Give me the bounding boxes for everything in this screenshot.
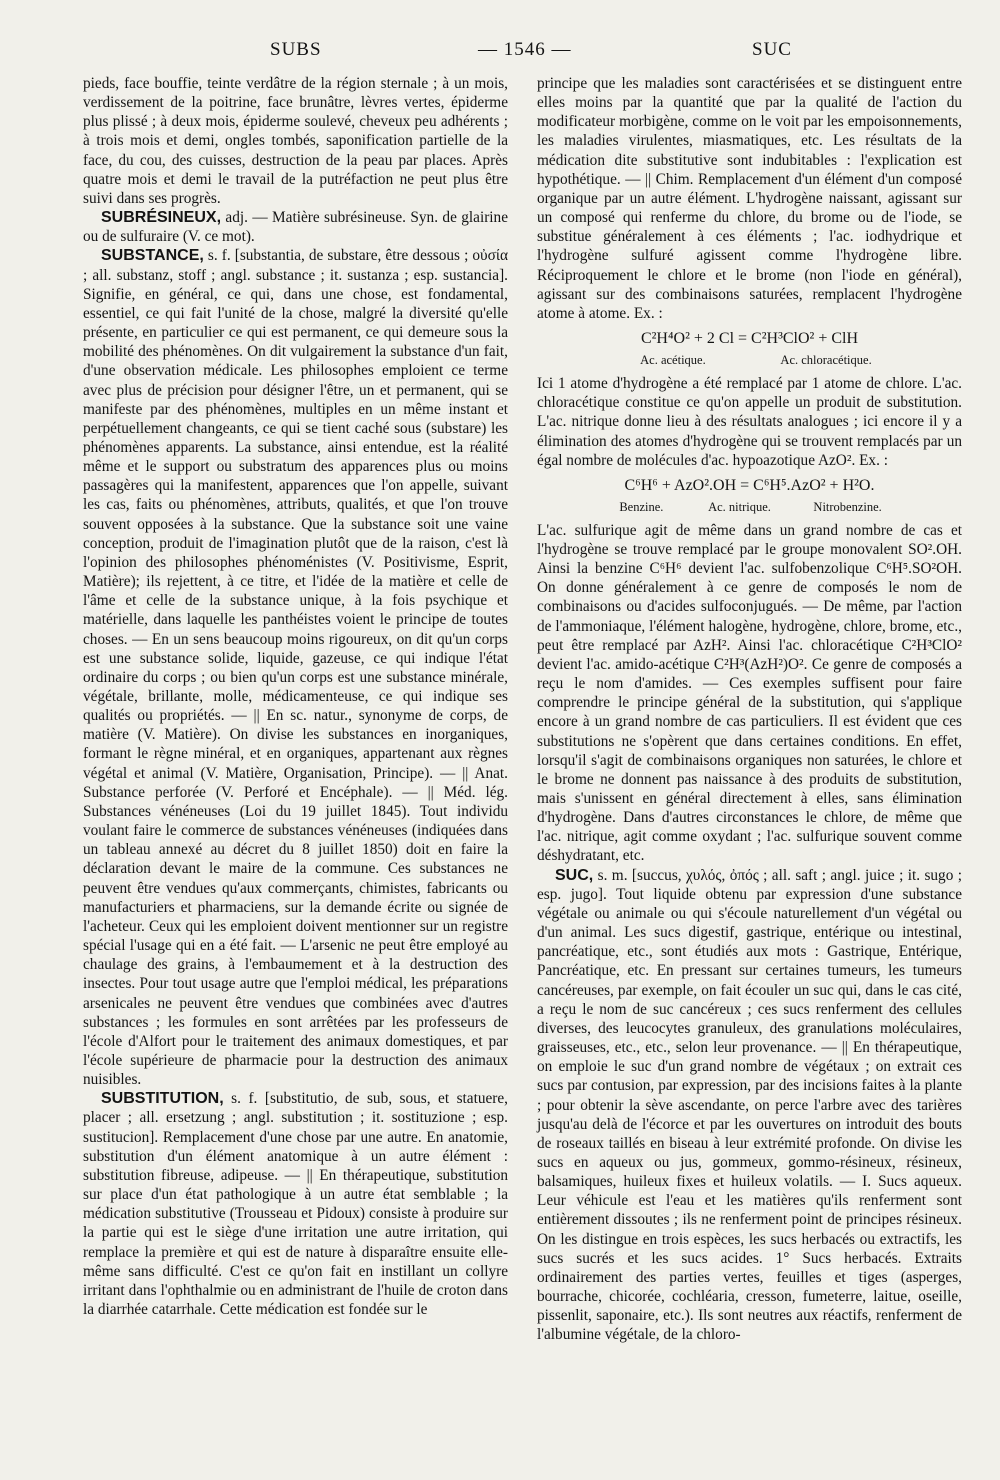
entry-suc bbox=[537, 866, 962, 1345]
headword: SUBRÉSINEUX, bbox=[101, 209, 222, 227]
running-head-left: SUBS bbox=[270, 39, 322, 60]
formula-labels bbox=[537, 353, 962, 368]
paragraph: pieds, face bouffie, teinte verdâtre de la région sternale ; à un mois, verdissement de la poitrine, face brunâtre, lèvres vertes, épiderme plus plissé ; à deux mois, épiderme soulevé, cheveux peu adhérents ; à trois mois et demi, ongles tombés, saponification partielle de la face, du cou, des cuisses, destruction de la peau par places. Après quatre mois et demi le travail de la putréfaction ne peut plus être suivi dans ses progrès. bbox=[83, 75, 508, 207]
formula-labels bbox=[537, 500, 962, 515]
paragraph: Ici 1 atome d'hydrogène a été remplacé par 1 atome de chlore. L'ac. chloracétique constitue ce qu'on appelle un produit de substitution. L'ac. nitrique donne lieu à des résultats analogues ; ici encore il y a élimination des atomes d'hydrogène qui se trouvent remplacés par un égal nombre de molécules d'ac. hypoazotique AzO². Ex. : bbox=[537, 375, 962, 469]
formula-label: Ac. chloracétique. bbox=[780, 353, 872, 368]
formula-chloracetic: C²H⁴O² + 2 Cl = C²H³ClO² + ClH bbox=[640, 330, 859, 348]
right-column bbox=[537, 74, 962, 1345]
paragraph: L'ac. sulfurique agit de même dans un grand nombre de cas et l'hydrogène se trouve remplacé par le groupe monovalent SO².OH. Ainsi la benzine C⁶H⁶ devient l'ac. sulfobenzolique C⁶H⁵.SO²OH. On donne généralement à ce genre de composés le nom de combinaisons ou d'acides sulfoconjugués. — De même, par l'action de l'ammoniaque, l'élément halogène, hydrogène, chlore, brome, etc., peut être remplacé par AzH². Ainsi l'ac. chloracétique C²H³ClO² devient l'ac. amido-acétique C²H³(AzH²)O². Ce genre de composés a reçu le nom d'amides. — Ces exemples suffisent pour faire comprendre le principe général de la substitution, qui s'applique encore à un grand nombre de cas particuliers. Il est évident que ces substitutions ne s'opèrent que dans certaines conditions. En effet, lorsqu'il s'agit de combinaisons organiques non saturées, le chlore et le brome ne donnent pas naissance à des produits de substitution, mais s'unissent en général directement à elles, sans élimination d'hydrogène. Dans d'autres circonstances le chlore, de même que l'ac. nitrique, agit comme oxydant ; l'ac. sulfurique souvent comme déshydratant, etc. bbox=[537, 521, 962, 865]
entry-substitution bbox=[83, 1089, 508, 1319]
entry-body: s. f. [substitutio, de sub, sous, et statuere, placer ; all. ersetzung ; angl. substitution ; it. sostituzione ; esp. sustitucion]. Remplacement d'une chose par une autre. En anatomie, substitution d'un élément anatomique à un autre élément : substitution fibreuse, adipeuse. — || En thérapeutique, substitution sur place d'un état pathologique à un autre état semblable ; la médication substitutive (Trousseau et Pidoux) consiste à produire sur la partie qui est le siège d'une irritation une autre irritation, qui remplace la première et qui est de nature à disparaître ensuite elle-même sans difficulté. C'est ce qu'on fait en instillant un collyre irritant dans l'ophthalmie ou en administrant de l'huile de croton dans la diarrhée catarrhale. Cette médication est fondée sur le bbox=[83, 1090, 508, 1318]
headword: SUC, bbox=[555, 866, 594, 884]
entry-body: s. f. [substantia, de substare, être dessous ; οὐσία ; all. substanz, stoff ; angl. substance ; it. sustanza ; esp. sustancia]. Signifie, en général, ce qui, dans une chose, est fondamental, essentiel, ce qui fait l'unité de la chose, malgré la diversité qu'elle présente, en particulier ce qui est permanent, ce qui demeure sous la mobilité des phénomènes. On dit vulgairement la substance d'un fait, d'une observation médicale. Les philosophes emploient ce terme avec plus de précision pour désigner l'être, un et permanent, qui se manifeste par des phénomènes, multiples en un même instant et perpétuellement changeants, ce qui se tient caché sous (substare) les phénomènes apparents. La substance, ainsi entendue, est la réalité même et le support ou substratum des apparences plus ou moins passagères qui la manifestent, apparences que l'on appelle, suivant les cas, faits ou phénomènes, attributs, qualités, et que l'on trouve souvent opposées à la substance. Que la substance soit une vaine conception, produit de l'imagination plutôt que de la raison, c'est là l'opinion des philosophes phénoménistes (V. Positivisme, Esprit, Matière); ils rejettent, à ce titre, et l'idée de la matière et celle de l'âme et celle de la substance unique, à la fois psychique et matérielle, dans laquelle les panthéistes voient le principe de toutes choses. — En un sens beaucoup moins rigoureux, on dit qu'un corps est une substance solide, liquide, gazeuse, ce qui indique l'état ordinaire du corps ; ou bien qu'un corps est une substance minérale, végétale, brillante, molle, médicamenteuse, ce qui indique ses qualités ou propriétés. — || En sc. natur., synonyme de corps, de matière (V. Matière). On divise les substances en inorganiques, formant le règne minéral, et en organiques, appartenant aux règnes végétal et animal (V. Matière, Organisation, Principe). — || Anat. Substance perforée (V. Perforé et Encéphale). — || Méd. lég. Substances vénéneuses (Loi du 19 juillet 1845). Tout individu voulant faire le commerce de substances vénéneuses (indiquées dans un tableau annexé au décret du 8 juillet 1850) doit en faire la déclaration devant le maire de la commune. Ces substances ne peuvent être vendues qu'aux commerçants, chimistes, fabricants ou manufacturiers et pharmaciens, sur la demande écrite ou signée de l'acheteur. Ceux qui les emploient doivent mentionner sur un registre spécial l'usage qui en a été fait. — L'arsenic ne peut être employé au chaulage des grains, à l'embaumement et à la destruction des insectes. Pour tout usage autre que l'emploi médical, les préparations arsenicales ne peuvent être vendues que combinées avec d'autres substances ; les formules en sont arrêtées par les professeurs de l'école d'Alfort pour le traitement des animaux domestiques, et par l'école supérieure de pharmacie pour la destruction des animaux nuisibles. bbox=[83, 247, 508, 1089]
headword: SUBSTITUTION, bbox=[101, 1090, 224, 1108]
entry-substance bbox=[83, 246, 508, 1089]
entry-body: adj. — Matière subrésineuse. Syn. de glairine ou de sulfuraire (V. ce mot). bbox=[83, 209, 508, 246]
formula-label: Nitrobenzine. bbox=[813, 499, 882, 514]
formula-label: Ac. nitrique. bbox=[708, 499, 771, 514]
paragraph: principe que les maladies sont caractérisées et se distinguent entre elles moins par la quantité que par la qualité de l'action du modificateur morbigène, comme on le voit par les empoisonnements, les maladies virulentes, miasmatiques, etc. Les résultats de la médication dite substitutive sont indubitables : l'explication est hypothétique. — || Chim. Remplacement d'un élément d'un composé organique par un autre élément. L'hydrogène naissant, agissant sur un composé qui renferme du chlore, du brome ou de l'iode, se substitue généralement à ces éléments ; l'ac. iodhydrique et l'hydrogène sulfuré agissent comme l'hydrogène libre. Réciproquement le chlore et le brome (non l'iode en général), agissant sur des combinaisons saturées, remplacent l'hydrogène atome à atome. Ex. : bbox=[537, 75, 962, 322]
left-column bbox=[83, 74, 508, 1319]
formula-label: Ac. acétique. bbox=[640, 353, 706, 368]
formula-label: Benzine. bbox=[619, 499, 664, 514]
entry-body: s. m. [succus, χυλός, ὀπός ; all. saft ; angl. juice ; it. sugo ; esp. jugo]. Tout liquide obtenu par expression d'une substance végétale ou animale ou qui s'écoule naturellement d'un végétal ou d'un animal. Les sucs digestif, gastrique, entérique ou intestinal, pancréatique, etc., sont étudiés aux mots : Gastrique, Entérique, Pancréatique, etc. En pressant sur certaines tumeurs, les tumeurs cancéreuses, par exemple, on fait écouler un suc qui, dans le cas cité, a reçu le nom de suc cancéreux ; ces sucs renferment des cellules diverses, des leucocytes granuleux, des granulations moléculaires, graisseuses, etc., etc., selon leur provenance. — || En thérapeutique, on emploie le suc d'un grand nombre de végétaux ; on extrait ces sucs par contusion, par expression, par des incisions faites à la plante ; pour obtenir la sève ascendante, on perce l'arbre avec des tarières jusqu'au delà de l'écorce et par les ouvertures on introduit des bouts de roseaux taillés en biseau à leur extrémité profonde. On divise les sucs en aqueux ou jus, gommeux, gommo-résineux, résineux, balsamiques, huileux fixes et huileux volatils. — I. Sucs aqueux. Leur véhicule est l'eau et les matières qu'ils renferment sont entièrement dissoutes ; ils ne renferment point de principes résineux. On les distingue en trois espèces, les sucs herbacés ou extractifs, les sucs sucrés et les sucs acides. 1° Sucs herbacés. Extraits ordinairement des parties vertes, feuilles et tiges (asperges, bourrache, chicorée, cochléaria, cresson, fumeterre, laitue, oseille, pissenlit, saponaire, etc.). Ils sont neutres aux réactifs, renferment de l'albumine végétale, de la chloro- bbox=[537, 866, 962, 1344]
headword: SUBSTANCE, bbox=[101, 247, 204, 265]
formula-nitrobenzine: C⁶H⁶ + AzO².OH = C⁶H⁵.AzO² + H²O. bbox=[624, 476, 875, 494]
page-number: — 1546 — bbox=[478, 39, 572, 60]
entry-subresineux bbox=[83, 208, 508, 246]
running-head-right: SUC bbox=[752, 39, 792, 60]
